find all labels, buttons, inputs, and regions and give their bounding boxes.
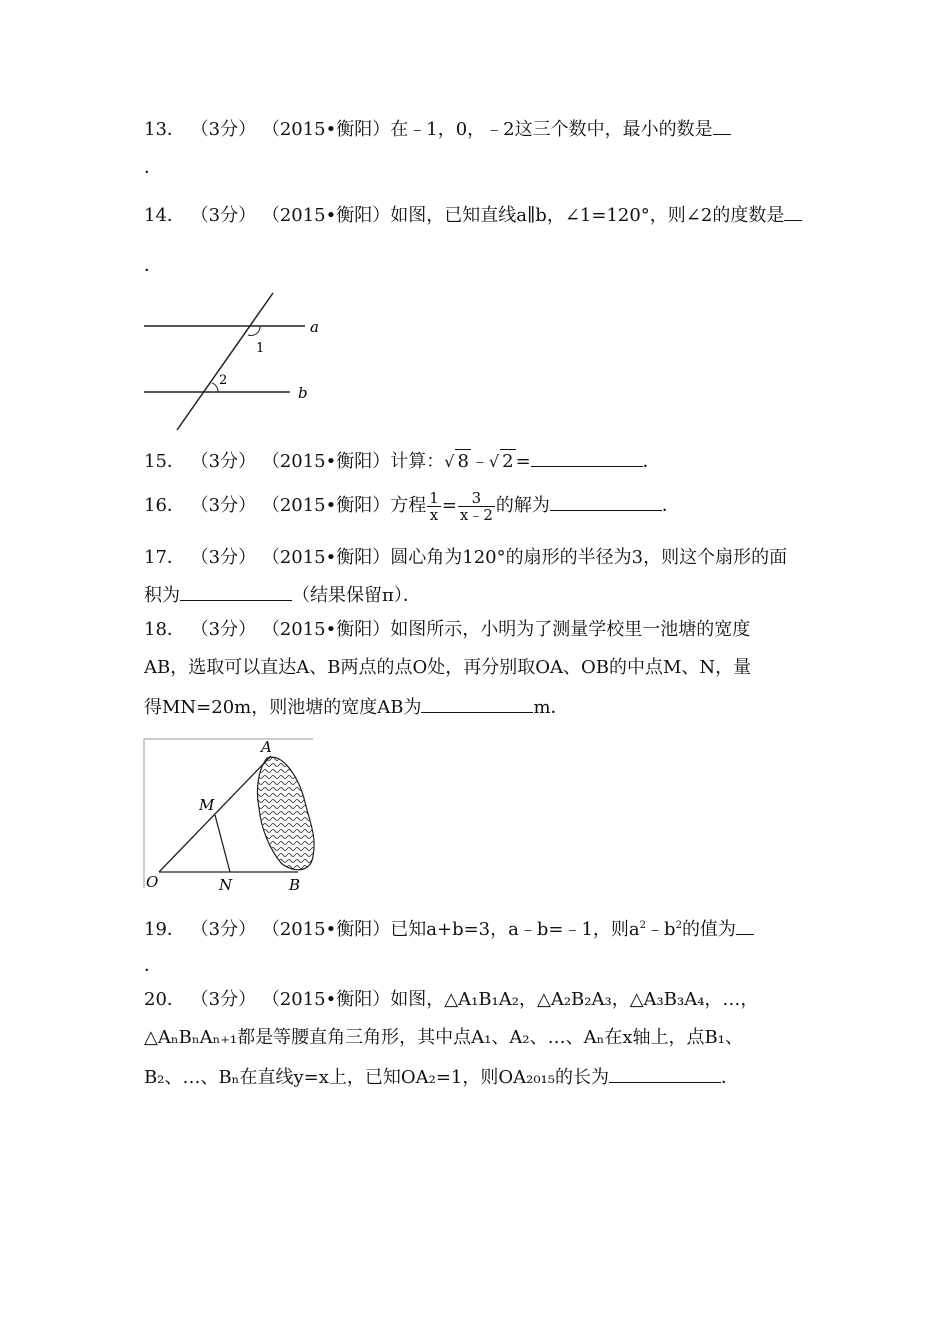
question-20: [144, 988, 758, 1012]
q19-sup-1: 2: [639, 920, 647, 931]
question-18: [144, 618, 750, 642]
q18-line-3: [144, 694, 569, 720]
q18-line-2: AB，选取可以直达A、B两点的点O处，再分别取OA、OB的中点M、N，量: [144, 657, 752, 678]
q19-text-3: 的值为: [681, 919, 736, 940]
q15-answer-blank[interactable]: [531, 448, 643, 467]
q20-sep-3: ，: [704, 989, 723, 1010]
q15-radicand-1: 8: [457, 451, 469, 472]
q19-sup-2: 2: [675, 920, 682, 931]
label-a: a: [310, 318, 319, 336]
q15-source: （2015•衡阳）: [261, 451, 391, 472]
q20-end: ．: [720, 1067, 739, 1088]
label-angle-2: 2: [219, 373, 228, 388]
angle-2-arc: [212, 383, 218, 392]
q20-sep-1: ，: [518, 989, 537, 1010]
q18-number: 18．: [144, 619, 185, 640]
q14-answer-blank[interactable]: [784, 202, 802, 221]
q16-number: 16．: [144, 495, 185, 516]
q15-equals: =: [515, 451, 531, 472]
q16-equals: =: [441, 495, 457, 516]
q19-text-1: 已知a+b=3，a﹣b=﹣1，则a: [390, 919, 640, 940]
q18-answer-blank[interactable]: [421, 694, 533, 713]
q20-number: 20．: [144, 989, 185, 1010]
label-A: A: [261, 738, 272, 756]
q16-suffix: 的解为: [495, 495, 550, 516]
q15-end: ．: [642, 451, 661, 472]
q17-text: 圆心角为120°的扇形的半径为3，则这个扇形的面: [390, 547, 788, 568]
q16-end: ．: [661, 495, 680, 516]
q14-parallel-lines-figure: [140, 290, 330, 435]
q15-radicand-2: 2: [502, 451, 514, 472]
q16-f2-denominator: x﹣2: [459, 505, 493, 524]
q16-f1-numerator: 1: [429, 488, 439, 507]
label-b: b: [298, 384, 308, 402]
q17-line-2: [144, 582, 421, 608]
q17-score: （3分）: [190, 547, 257, 568]
label-M: M: [199, 796, 215, 814]
question-14: [144, 202, 802, 228]
label-N: N: [219, 876, 233, 894]
q18-pond-figure: [143, 738, 315, 894]
question-19: [144, 914, 754, 942]
q16-prefix: 方程: [390, 495, 427, 516]
q16-f2-numerator: 3: [458, 490, 495, 507]
q16-answer-blank[interactable]: [550, 492, 662, 511]
radical-sign-icon: √: [488, 452, 500, 471]
question-17: [144, 546, 787, 570]
q15-prefix: 计算：: [390, 451, 445, 472]
q17-line2-prefix: 积为: [144, 585, 180, 606]
q15-number: 15．: [144, 451, 185, 472]
q13-end: ．: [144, 157, 162, 178]
question-16: [144, 488, 680, 524]
q20-line-2: [144, 1026, 743, 1050]
q20-ellipsis: …，: [722, 989, 759, 1010]
q19-end: ．: [144, 955, 162, 976]
q20-score: （3分）: [190, 989, 257, 1010]
question-15: [144, 448, 661, 474]
q13-answer-blank[interactable]: [713, 116, 731, 135]
q16-source: （2015•衡阳）: [261, 495, 391, 516]
label-angle-1: 1: [256, 341, 265, 356]
q15-score: （3分）: [190, 451, 257, 472]
q18-text: 如图所示，小明为了测量学校里一池塘的宽度: [390, 619, 751, 640]
q19-text-2: ﹣b: [646, 919, 676, 940]
label-O: O: [146, 873, 159, 891]
q16-f1-denominator: x: [429, 505, 439, 524]
q18-source: （2015•衡阳）: [261, 619, 391, 640]
radical-sign-icon: √: [444, 452, 455, 471]
q13-text: 在﹣1，0，﹣2这三个数中，最小的数是: [390, 119, 713, 140]
q20-sep-2: ，: [611, 989, 630, 1010]
q16-score: （3分）: [190, 495, 257, 516]
q18-score: （3分）: [190, 619, 257, 640]
q19-number: 19．: [144, 919, 185, 940]
q13-source: （2015•衡阳）: [261, 119, 391, 140]
q19-answer-blank[interactable]: [736, 916, 754, 935]
q20-l2-text: 都是等腰直角三角形，其中点A₁、A₂、…、Aₙ在x轴上，点B₁、: [237, 1027, 743, 1048]
q16-fraction-1: [427, 490, 441, 523]
q15-minus: ﹣: [470, 451, 489, 472]
q14-text: 如图，已知直线a∥b，∠1=120°，则∠2的度数是: [390, 205, 785, 226]
q20-triangle-n: △AₙBₙAₙ₊₁: [144, 1027, 238, 1048]
question-13: [144, 116, 731, 142]
q17-line2-suffix: （结果保留π）．: [292, 585, 421, 606]
q20-line-3: [144, 1064, 739, 1090]
q20-l1-prefix: 如图，: [390, 989, 445, 1010]
pond-shape: [257, 757, 314, 870]
q20-triangle-2: △A₂B₂A₃: [536, 989, 612, 1010]
q17-number: 17．: [144, 547, 185, 568]
q18-line3-prefix: 得MN=20m，则池塘的宽度AB为: [144, 697, 422, 718]
q20-l3-prefix: B₂、…、Bₙ在直线y=x上，已知OA₂=1，则OA₂₀₁₅的长为: [144, 1067, 609, 1088]
q20-answer-blank[interactable]: [609, 1064, 721, 1083]
q13-score: （3分）: [190, 119, 257, 140]
q13-number: 13．: [144, 119, 185, 140]
transversal-line: [177, 293, 273, 430]
q16-fraction-2: [458, 490, 495, 523]
q14-score: （3分）: [190, 205, 257, 226]
angle-1-arc: [248, 326, 260, 336]
q20-triangle-3: △A₃B₃A₄: [629, 989, 705, 1010]
q17-answer-blank[interactable]: [180, 582, 292, 601]
q20-source: （2015•衡阳）: [261, 989, 391, 1010]
q17-source: （2015•衡阳）: [261, 547, 391, 568]
q14-number: 14．: [144, 205, 185, 226]
q18-line3-suffix: m．: [533, 697, 569, 718]
q19-score: （3分）: [190, 919, 257, 940]
q14-source: （2015•衡阳）: [261, 205, 391, 226]
segment-MN: [215, 815, 230, 872]
q20-triangle-1: △A₁B₁A₂: [444, 989, 519, 1010]
segment-OA: [159, 756, 271, 872]
label-B: B: [289, 876, 301, 894]
q14-end: ．: [144, 255, 162, 276]
q19-source: （2015•衡阳）: [261, 919, 391, 940]
